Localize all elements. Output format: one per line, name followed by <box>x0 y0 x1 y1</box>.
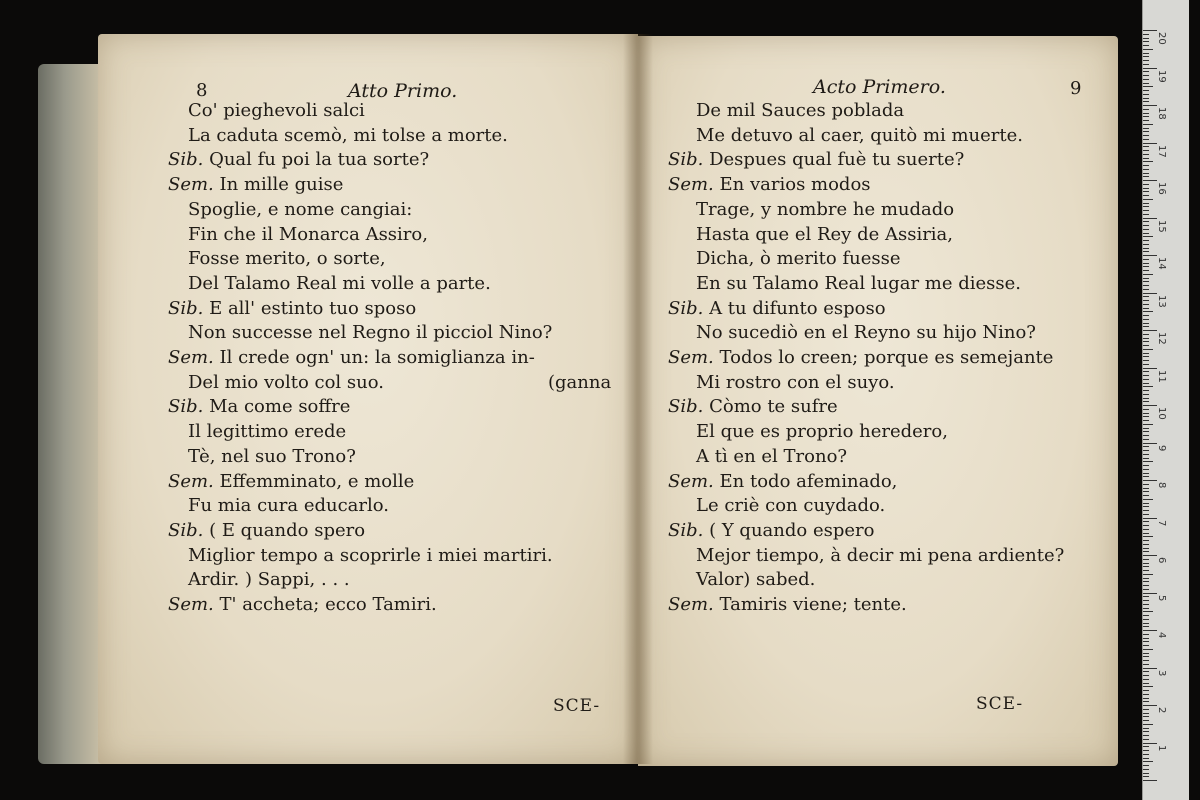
line-text: Dicha, ò merito fuesse <box>696 248 901 270</box>
text-line <box>696 545 1064 567</box>
line-text: Fu mia cura educarlo. <box>188 495 389 517</box>
ruler-label: 11 <box>1156 369 1167 383</box>
line-text: ( Y quando espero <box>709 519 875 541</box>
speaker-label: Sib. <box>668 297 704 319</box>
text-line <box>168 298 416 320</box>
text-line <box>696 100 904 122</box>
text-line <box>168 520 365 542</box>
line-text: Ardir. ) Sappi, . . . <box>188 569 350 591</box>
left-page-number: 8 <box>196 80 208 101</box>
speaker-label: Sib. <box>168 149 204 171</box>
text-line <box>188 372 384 394</box>
text-line <box>168 347 535 369</box>
ruler-label: 16 <box>1156 182 1167 195</box>
text-line <box>188 224 428 246</box>
text-line <box>696 446 847 468</box>
line-text: Del mio volto col suo. <box>188 371 384 393</box>
right-catchword: SCE- <box>976 694 1024 714</box>
ruler-label: 6 <box>1156 557 1167 564</box>
left-page <box>98 34 638 764</box>
text-line <box>668 149 964 171</box>
line-text: Tamiris viene; tente. <box>719 594 907 615</box>
line-text: ( E quando spero <box>209 519 366 541</box>
text-line <box>188 421 346 443</box>
text-line <box>188 495 389 517</box>
ruler-label: 3 <box>1156 669 1167 676</box>
text-line <box>696 495 885 517</box>
speaker-label: Sem. <box>168 470 214 492</box>
speaker-label: Sem. <box>668 594 714 615</box>
speaker-label: Sib. <box>668 519 704 541</box>
ruler-label: 12 <box>1156 332 1167 345</box>
ruler-label: 4 <box>1156 632 1167 639</box>
line-text: Me detuvo al caer, quitò mi muerte. <box>696 124 1024 146</box>
line-text: En todo afeminado, <box>719 470 898 492</box>
line-text: In mille guise <box>219 174 344 196</box>
text-line <box>188 248 386 270</box>
text-line <box>188 446 356 468</box>
line-tail: (ganna <box>548 371 612 393</box>
text-line <box>668 347 1053 369</box>
text-line <box>668 298 886 320</box>
line-text: Effemminato, e molle <box>219 470 415 492</box>
line-text: Ma come soffre <box>209 396 351 418</box>
text-line <box>696 248 901 270</box>
line-text: Fin che il Monarca Assiro, <box>188 223 428 245</box>
text-line <box>696 569 815 591</box>
speaker-label: Sib. <box>168 297 204 319</box>
right-page <box>638 36 1118 766</box>
speaker-label: Sem. <box>668 174 714 196</box>
text-line <box>168 174 343 196</box>
line-text: Il legittimo erede <box>188 421 347 443</box>
ruler-label: 2 <box>1156 707 1167 714</box>
ruler-label: 5 <box>1156 594 1167 601</box>
ruler-label: 17 <box>1156 144 1167 158</box>
speaker-label: Sib. <box>168 519 204 541</box>
line-text: Non successe nel Regno il picciol Nino? <box>188 322 553 344</box>
book-gutter <box>623 34 653 764</box>
ruler-label: 14 <box>1156 257 1167 270</box>
line-text: Spoglie, e nome cangiai: <box>188 198 413 220</box>
line-text: E all' estinto tuo sposo <box>209 297 417 319</box>
line-text: Del Talamo Real mi volle a parte. <box>188 272 491 294</box>
text-line <box>696 199 954 221</box>
ruler-label: 7 <box>1156 519 1167 526</box>
text-line <box>696 125 1023 147</box>
text-line <box>696 322 1036 344</box>
ruler-label: 15 <box>1156 219 1167 233</box>
speaker-label: Sem. <box>168 594 214 615</box>
ruler-label: 20 <box>1156 32 1167 45</box>
ruler-label: 8 <box>1156 482 1167 489</box>
text-line <box>696 224 953 246</box>
text-line <box>696 372 895 394</box>
right-running-head: Acto Primero. <box>813 76 946 98</box>
open-book <box>38 24 1118 764</box>
line-text: Mejor tiempo, à decir mi pena ardiente? <box>696 544 1065 566</box>
line-text: Tè, nel suo Trono? <box>188 445 356 467</box>
line-text: Trage, y nombre he mudado <box>696 198 955 220</box>
speaker-label: Sib. <box>668 149 704 171</box>
text-line <box>188 100 365 122</box>
line-text: De mil Sauces poblada <box>696 100 905 121</box>
left-catchword: SCE- <box>553 696 601 716</box>
ruler-label: 13 <box>1156 294 1167 308</box>
text-line <box>168 471 414 493</box>
text-line <box>188 199 412 221</box>
line-text: Hasta que el Rey de Assiria, <box>696 223 954 245</box>
ruler-label: 19 <box>1156 69 1167 83</box>
line-text: Despues qual fuè tu suerte? <box>709 149 965 171</box>
line-text: El que es proprio heredero, <box>696 421 948 443</box>
text-line <box>668 396 838 418</box>
text-line <box>188 569 350 591</box>
speaker-label: Sib. <box>168 396 204 418</box>
line-text: Qual fu poi la tua sorte? <box>209 149 430 171</box>
line-text: Le criè con cuydado. <box>696 495 886 517</box>
ruler-label: 9 <box>1156 444 1167 451</box>
line-text: A tu difunto esposo <box>709 297 886 319</box>
right-page-number: 9 <box>1070 78 1082 99</box>
speaker-label: Sem. <box>668 470 714 492</box>
line-text: Fosse merito, o sorte, <box>188 248 386 270</box>
text-line <box>188 545 553 567</box>
line-text: Todos lo creen; porque es semejante <box>719 347 1054 368</box>
speaker-label: Sib. <box>668 396 704 418</box>
line-text: Il crede ogn' un: la somiglianza in- <box>219 347 535 368</box>
line-text: T' accheta; ecco Tamiri. <box>219 594 437 615</box>
line-text: Còmo te sufre <box>709 396 838 418</box>
line-text: La caduta scemò, mi tolse a morte. <box>188 124 508 146</box>
ruler-label: 10 <box>1156 407 1167 420</box>
line-text: A tì en el Trono? <box>696 445 848 467</box>
speaker-label: Sem. <box>168 347 214 368</box>
text-line <box>188 322 552 344</box>
text-line <box>668 174 871 196</box>
line-text: Mi rostro con el suyo. <box>696 371 895 393</box>
text-line <box>696 421 948 443</box>
text-line <box>188 125 508 147</box>
text-line <box>168 396 350 418</box>
speaker-label: Sem. <box>668 347 714 368</box>
text-line <box>696 273 1021 295</box>
line-text: En varios modos <box>719 174 871 196</box>
text-line <box>668 471 897 493</box>
measuring-ruler <box>1142 0 1189 800</box>
ruler-label: 18 <box>1156 107 1167 120</box>
text-line <box>168 594 437 616</box>
line-text: No sucediò en el Reyno su hijo Nino? <box>696 322 1036 344</box>
line-text: En su Talamo Real lugar me diesse. <box>696 272 1022 294</box>
line-text: Co' pieghevoli salci <box>188 100 365 121</box>
text-line <box>168 149 429 171</box>
text-line <box>668 520 874 542</box>
text-line <box>668 594 907 616</box>
speaker-label: Sem. <box>168 174 214 196</box>
ruler-label: 1 <box>1156 744 1167 751</box>
line-text: Valor) sabed. <box>696 569 816 591</box>
line-text: Miglior tempo a scoprirle i miei martiri. <box>188 544 553 566</box>
text-line <box>188 273 491 295</box>
left-running-head: Atto Primo. <box>348 80 458 102</box>
